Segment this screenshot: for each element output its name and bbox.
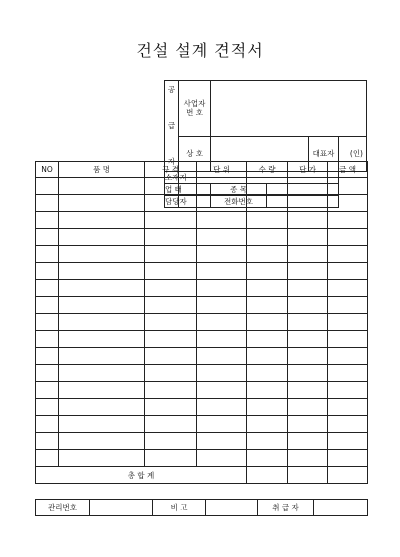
col-header-spec: 규 격 xyxy=(145,162,197,178)
cell-amount[interactable] xyxy=(328,331,368,348)
cell-spec[interactable] xyxy=(145,331,197,348)
cell-no[interactable] xyxy=(36,433,59,450)
table-row xyxy=(36,399,368,416)
cell-unit[interactable] xyxy=(197,212,247,229)
cell-unit[interactable] xyxy=(197,365,247,382)
cell-quantity[interactable] xyxy=(247,297,288,314)
cell-quantity[interactable] xyxy=(247,433,288,450)
cell-unit[interactable] xyxy=(197,195,247,212)
cell-amount[interactable] xyxy=(328,416,368,433)
cell-quantity[interactable] xyxy=(247,450,288,467)
table-row xyxy=(36,314,368,331)
cell-unit[interactable] xyxy=(197,297,247,314)
cell-no[interactable] xyxy=(36,399,59,416)
cell-item-name[interactable] xyxy=(59,297,145,314)
table-row xyxy=(36,212,368,229)
table-row xyxy=(36,297,368,314)
cell-spec[interactable] xyxy=(145,246,197,263)
cell-quantity[interactable] xyxy=(247,178,288,195)
cell-spec[interactable] xyxy=(145,195,197,212)
company-label: 상 호 xyxy=(179,136,211,171)
cell-item-name[interactable] xyxy=(59,399,145,416)
seal-mark: (인) xyxy=(339,136,367,171)
cell-amount[interactable] xyxy=(328,450,368,467)
cell-unit-price[interactable] xyxy=(288,297,328,314)
remarks-value[interactable] xyxy=(206,500,258,516)
cell-amount[interactable] xyxy=(328,382,368,399)
col-header-item-name: 품 명 xyxy=(59,162,145,178)
reg-no-value[interactable] xyxy=(211,81,367,137)
cell-item-name[interactable] xyxy=(59,195,145,212)
cell-amount[interactable] xyxy=(328,280,368,297)
cell-no[interactable] xyxy=(36,348,59,365)
cell-quantity[interactable] xyxy=(247,399,288,416)
cell-amount[interactable] xyxy=(328,212,368,229)
cell-quantity[interactable] xyxy=(247,348,288,365)
cell-unit-price[interactable] xyxy=(288,433,328,450)
cell-amount[interactable] xyxy=(328,229,368,246)
cell-unit-price[interactable] xyxy=(288,382,328,399)
cell-unit[interactable] xyxy=(197,399,247,416)
mgmt-no-value[interactable] xyxy=(90,500,153,516)
table-row xyxy=(36,433,368,450)
business-type-label: 업 태 xyxy=(165,185,182,194)
cell-item-name[interactable] xyxy=(59,212,145,229)
cell-spec[interactable] xyxy=(145,229,197,246)
cell-item-name[interactable] xyxy=(59,382,145,399)
page-title: 건설 설계 견적서 xyxy=(136,41,264,60)
remarks-label: 비 고 xyxy=(153,500,206,516)
cell-item-name[interactable] xyxy=(59,331,145,348)
address-label: 소재지 xyxy=(165,173,187,182)
grand-total-amount[interactable] xyxy=(328,467,368,484)
table-row xyxy=(36,178,368,195)
cell-item-name[interactable] xyxy=(59,263,145,280)
footer-table xyxy=(35,499,368,516)
cell-spec[interactable] xyxy=(145,348,197,365)
cell-unit-price[interactable] xyxy=(288,331,328,348)
col-header-unit-price: 단 가 xyxy=(288,162,328,178)
cell-spec[interactable] xyxy=(145,433,197,450)
cell-quantity[interactable] xyxy=(247,382,288,399)
cell-unit-price[interactable] xyxy=(288,212,328,229)
cell-unit-price[interactable] xyxy=(288,399,328,416)
cell-quantity[interactable] xyxy=(247,212,288,229)
reg-no-label: 사업자 번 호 xyxy=(179,81,211,137)
table-row xyxy=(36,365,368,382)
col-header-unit: 단 위 xyxy=(197,162,247,178)
table-row xyxy=(36,263,368,280)
cell-no[interactable] xyxy=(36,331,59,348)
cell-spec[interactable] xyxy=(145,178,197,195)
cell-item-name[interactable] xyxy=(59,450,145,467)
cell-no[interactable] xyxy=(36,212,59,229)
cell-item-name[interactable] xyxy=(59,348,145,365)
cell-no[interactable] xyxy=(36,382,59,399)
cell-unit-price[interactable] xyxy=(288,178,328,195)
table-row xyxy=(36,246,368,263)
cell-item-name[interactable] xyxy=(59,280,145,297)
cell-unit[interactable] xyxy=(197,382,247,399)
cell-spec[interactable] xyxy=(145,382,197,399)
business-item-label: 종 목 xyxy=(211,184,267,196)
cell-unit-price[interactable] xyxy=(288,450,328,467)
cell-amount[interactable] xyxy=(328,365,368,382)
table-row xyxy=(36,348,368,365)
cell-unit-price[interactable] xyxy=(288,314,328,331)
cell-quantity[interactable] xyxy=(247,365,288,382)
cell-unit-price[interactable] xyxy=(288,348,328,365)
cell-quantity[interactable] xyxy=(247,280,288,297)
cell-spec[interactable] xyxy=(145,297,197,314)
col-header-amount: 금 액 xyxy=(328,162,368,178)
mgmt-no-label: 관리번호 xyxy=(36,500,90,516)
table-row xyxy=(36,195,368,212)
cell-item-name[interactable] xyxy=(59,416,145,433)
cell-unit-price[interactable] xyxy=(288,195,328,212)
table-row xyxy=(36,382,368,399)
cell-spec[interactable] xyxy=(145,365,197,382)
cell-unit[interactable] xyxy=(197,314,247,331)
cell-no[interactable] xyxy=(36,450,59,467)
col-header-quantity: 수 량 xyxy=(247,162,288,178)
grand-total-label: 총 합 계 xyxy=(36,467,247,484)
cell-spec[interactable] xyxy=(145,263,197,280)
grand-total-quantity[interactable] xyxy=(247,467,288,484)
cell-unit-price[interactable] xyxy=(288,263,328,280)
cell-item-name[interactable] xyxy=(59,433,145,450)
cell-no[interactable] xyxy=(36,246,59,263)
cell-item-name[interactable] xyxy=(59,314,145,331)
cell-unit[interactable] xyxy=(197,246,247,263)
cell-spec[interactable] xyxy=(145,212,197,229)
cell-no[interactable] xyxy=(36,297,59,314)
cell-unit[interactable] xyxy=(197,348,247,365)
cell-no[interactable] xyxy=(36,280,59,297)
cell-unit-price[interactable] xyxy=(288,246,328,263)
cell-item-name[interactable] xyxy=(59,365,145,382)
cell-quantity[interactable] xyxy=(247,263,288,280)
cell-amount[interactable] xyxy=(328,195,368,212)
cell-unit[interactable] xyxy=(197,263,247,280)
rep-label: 대표자 xyxy=(309,136,339,171)
cell-no[interactable] xyxy=(36,263,59,280)
cell-unit-price[interactable] xyxy=(288,280,328,297)
cell-quantity[interactable] xyxy=(247,416,288,433)
cell-unit[interactable] xyxy=(197,280,247,297)
cell-unit-price[interactable] xyxy=(288,365,328,382)
cell-unit[interactable] xyxy=(197,433,247,450)
phone-label: 전화번호 xyxy=(211,196,267,208)
cell-unit[interactable] xyxy=(197,416,247,433)
cell-amount[interactable] xyxy=(328,314,368,331)
cell-unit[interactable] xyxy=(197,331,247,348)
table-row xyxy=(36,280,368,297)
cell-unit[interactable] xyxy=(197,178,247,195)
table-row xyxy=(36,229,368,246)
cell-item-name[interactable] xyxy=(59,246,145,263)
table-row xyxy=(36,416,368,433)
cell-item-name[interactable] xyxy=(59,229,145,246)
cell-unit-price[interactable] xyxy=(288,229,328,246)
cell-unit[interactable] xyxy=(197,229,247,246)
cell-amount[interactable] xyxy=(328,297,368,314)
cell-quantity[interactable] xyxy=(247,229,288,246)
supplier-side-label: 공 급 자 xyxy=(165,81,179,172)
table-row xyxy=(36,450,368,467)
handler-value[interactable] xyxy=(314,500,368,516)
cell-amount[interactable] xyxy=(328,178,368,195)
grand-total-unit-price[interactable] xyxy=(288,467,328,484)
cell-no[interactable] xyxy=(36,314,59,331)
cell-no[interactable] xyxy=(36,229,59,246)
cell-amount[interactable] xyxy=(328,433,368,450)
cell-quantity[interactable] xyxy=(247,314,288,331)
cell-spec[interactable] xyxy=(145,450,197,467)
cell-no[interactable] xyxy=(36,178,59,195)
cell-quantity[interactable] xyxy=(247,246,288,263)
cell-spec[interactable] xyxy=(145,280,197,297)
cell-no[interactable] xyxy=(36,365,59,382)
cell-unit[interactable] xyxy=(197,450,247,467)
contact-label: 담당자 xyxy=(165,197,187,206)
cell-spec[interactable] xyxy=(145,314,197,331)
cell-amount[interactable] xyxy=(328,348,368,365)
cell-quantity[interactable] xyxy=(247,195,288,212)
cell-no[interactable] xyxy=(36,416,59,433)
cell-item-name[interactable] xyxy=(59,178,145,195)
cell-quantity[interactable] xyxy=(247,331,288,348)
cell-amount[interactable] xyxy=(328,399,368,416)
cell-amount[interactable] xyxy=(328,263,368,280)
cell-spec[interactable] xyxy=(145,416,197,433)
cell-no[interactable] xyxy=(36,195,59,212)
cell-unit-price[interactable] xyxy=(288,416,328,433)
col-header-no: NO xyxy=(36,162,59,178)
handler-label: 취 급 자 xyxy=(258,500,314,516)
table-row xyxy=(36,331,368,348)
cell-amount[interactable] xyxy=(328,246,368,263)
items-table xyxy=(35,161,368,484)
cell-spec[interactable] xyxy=(145,399,197,416)
